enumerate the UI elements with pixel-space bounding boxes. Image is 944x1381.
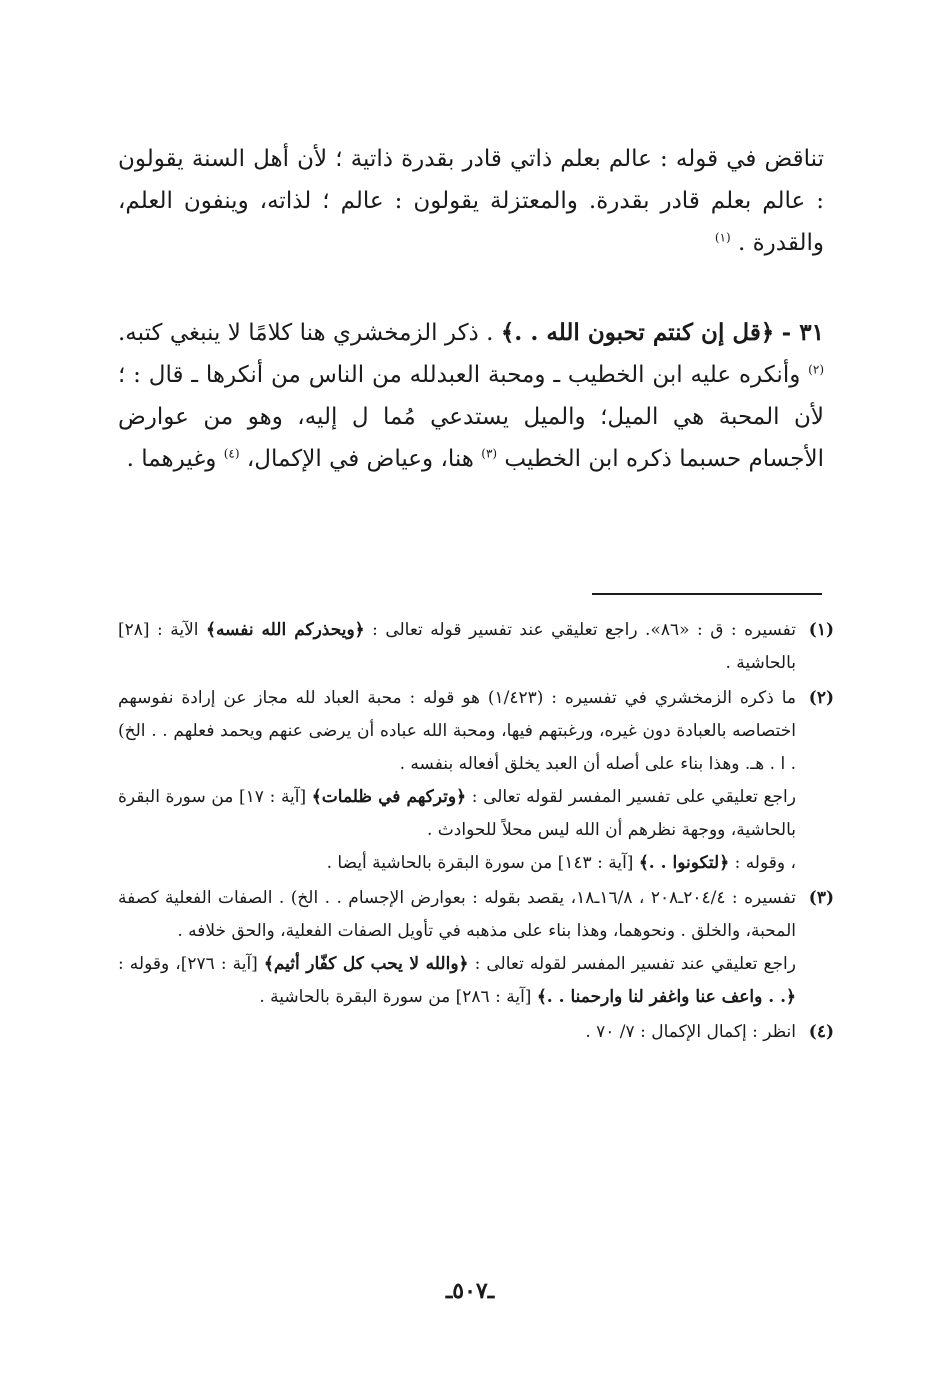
footnote-text: انظر : إكمال الإكمال : ٧/ ٧٠ . bbox=[585, 1022, 796, 1042]
footnote-number: (١) bbox=[808, 620, 834, 640]
paragraph-31-text-d: وغيرهما . bbox=[126, 446, 217, 472]
paragraph-1-text: تناقض في قوله : عالم بعلم ذاتي قادر بقدرة ذاتية ؛ لأن أهل السنة يقولون : عالم بعلم قادر بقدرة. والمعتزلة يقولون : عالم ؛ لذاته، وينفون العلم، والقدرة . bbox=[118, 146, 824, 256]
paragraph-31 bbox=[118, 312, 824, 480]
footnote-text: ما ذكره الزمخشري في تفسيره : (١/٤٢٣) هو قوله : محبة العباد لله مجاز عن إرادة نفوسهم اختصاصه بالعبادة دون غيره، ورغبتهم فيها، ومحبة الله عباده أن يرضى عنهم ويحمد فعلهم . . الخ) . ا . هـ. وهذا بناء على أصله أن العبد يخلق أفعاله بنفسه . bbox=[118, 688, 796, 774]
footnote-body bbox=[118, 682, 796, 880]
main-text bbox=[118, 138, 824, 480]
footnote-text: راجع تعليقي عند تفسير المفسر لقوله تعالى : bbox=[474, 954, 796, 974]
footnote-number: (٤) bbox=[808, 1022, 834, 1042]
paragraph-31-text-a: . ذكر الزمخشري هنا كلامًا لا ينبغي كتبه. bbox=[118, 320, 494, 346]
page-number: ـ٥٠٧ـ bbox=[445, 1278, 495, 1304]
paragraph-31-text-c: هنا، وعياض في الإكمال، bbox=[246, 446, 474, 472]
paragraph-1 bbox=[118, 138, 824, 264]
footnote-ref-1: (١) bbox=[714, 230, 731, 245]
footnote-text: [آية : ٢٧٦]، وقوله : bbox=[118, 954, 258, 974]
footnote-ref-4: (٤) bbox=[223, 446, 240, 461]
footnote-2 bbox=[118, 682, 834, 880]
footnote-text: الآية : [٢٨] بالحاشية . bbox=[118, 620, 796, 673]
footnote-text: تفسيره : ٢٠٤/٤ـ٢٠٨ ، ١٦/٨ـ١٨، يقصد بقوله : بعوارض الإجسام . . الخ) . الصفات الفعلية كصفة المحبة، والخلق . ونحوهما، وهذا بناء على مذهبه في تأويل الصفات الفعلية، والحق خلافه . bbox=[118, 888, 796, 941]
footnote-text: تفسيره : ق : «٨٦». راجع تعليقي عند تفسير قوله تعالى : bbox=[372, 620, 796, 640]
footnote-1 bbox=[118, 614, 834, 680]
footnote-line bbox=[118, 882, 796, 948]
quran-quote: ﴿. . واعف عنا واغفر لنا وارحمنا . .﴾ bbox=[536, 987, 796, 1007]
footnote-line bbox=[118, 781, 796, 847]
footnote-text: راجع تعليقي على تفسير المفسر لقوله تعالى : bbox=[471, 787, 796, 807]
footnote-line bbox=[118, 682, 796, 781]
footnote-ref-3: (٣) bbox=[481, 446, 498, 461]
footnote-number: (٣) bbox=[808, 888, 834, 908]
footnote-text: ، وقوله : bbox=[734, 853, 796, 873]
quran-quote: ﴿قل إن كنتم تحبون الله . .﴾ bbox=[500, 319, 775, 346]
item-number: ٣١ - bbox=[781, 319, 824, 346]
footnote-text: [آية : ١٤٣] من سورة البقرة بالحاشية أيضا . bbox=[326, 853, 634, 873]
footnotes bbox=[118, 614, 834, 1051]
footnote-line bbox=[118, 948, 796, 1014]
footnote-ref-2: (٢) bbox=[808, 362, 824, 377]
quran-quote: ﴿والله لا يحب كل كفّار أثيم﴾ bbox=[263, 954, 469, 974]
footnote-3 bbox=[118, 882, 834, 1014]
footnote-4 bbox=[118, 1016, 834, 1049]
footnote-number: (٢) bbox=[808, 688, 834, 708]
paragraph-31-text-b: وأنكره عليه ابن الخطيب ـ ومحبة العبدلله من الناس من أنكرها ـ قال : ؛لأن المحبة هي الميل؛ والميل يستدعي مُما ل إليه، وهو من عوارض الأجسام حسبما ذكره ابن الخطيب bbox=[118, 362, 824, 472]
footnote-divider bbox=[592, 593, 822, 595]
footnote-line bbox=[118, 614, 796, 680]
quran-quote: ﴿لتكونوا . .﴾ bbox=[638, 853, 730, 873]
footnote-line bbox=[118, 1016, 796, 1049]
quran-quote: ﴿ويحذركم الله نفسه﴾ bbox=[205, 620, 365, 640]
footnote-text: [آية : ١٧] من سورة البقرة بالحاشية، ووجهة نظرهم أن الله ليس محلاً للحوادث . bbox=[118, 787, 796, 840]
quran-quote: ﴿وتركهم في ظلمات﴾ bbox=[311, 787, 467, 807]
footnote-text: [آية : ٢٨٦] من سورة البقرة بالحاشية . bbox=[259, 987, 532, 1007]
footnote-body bbox=[118, 614, 796, 680]
footnote-line bbox=[118, 847, 796, 880]
footnote-body bbox=[118, 882, 796, 1014]
footnote-body bbox=[118, 1016, 796, 1049]
